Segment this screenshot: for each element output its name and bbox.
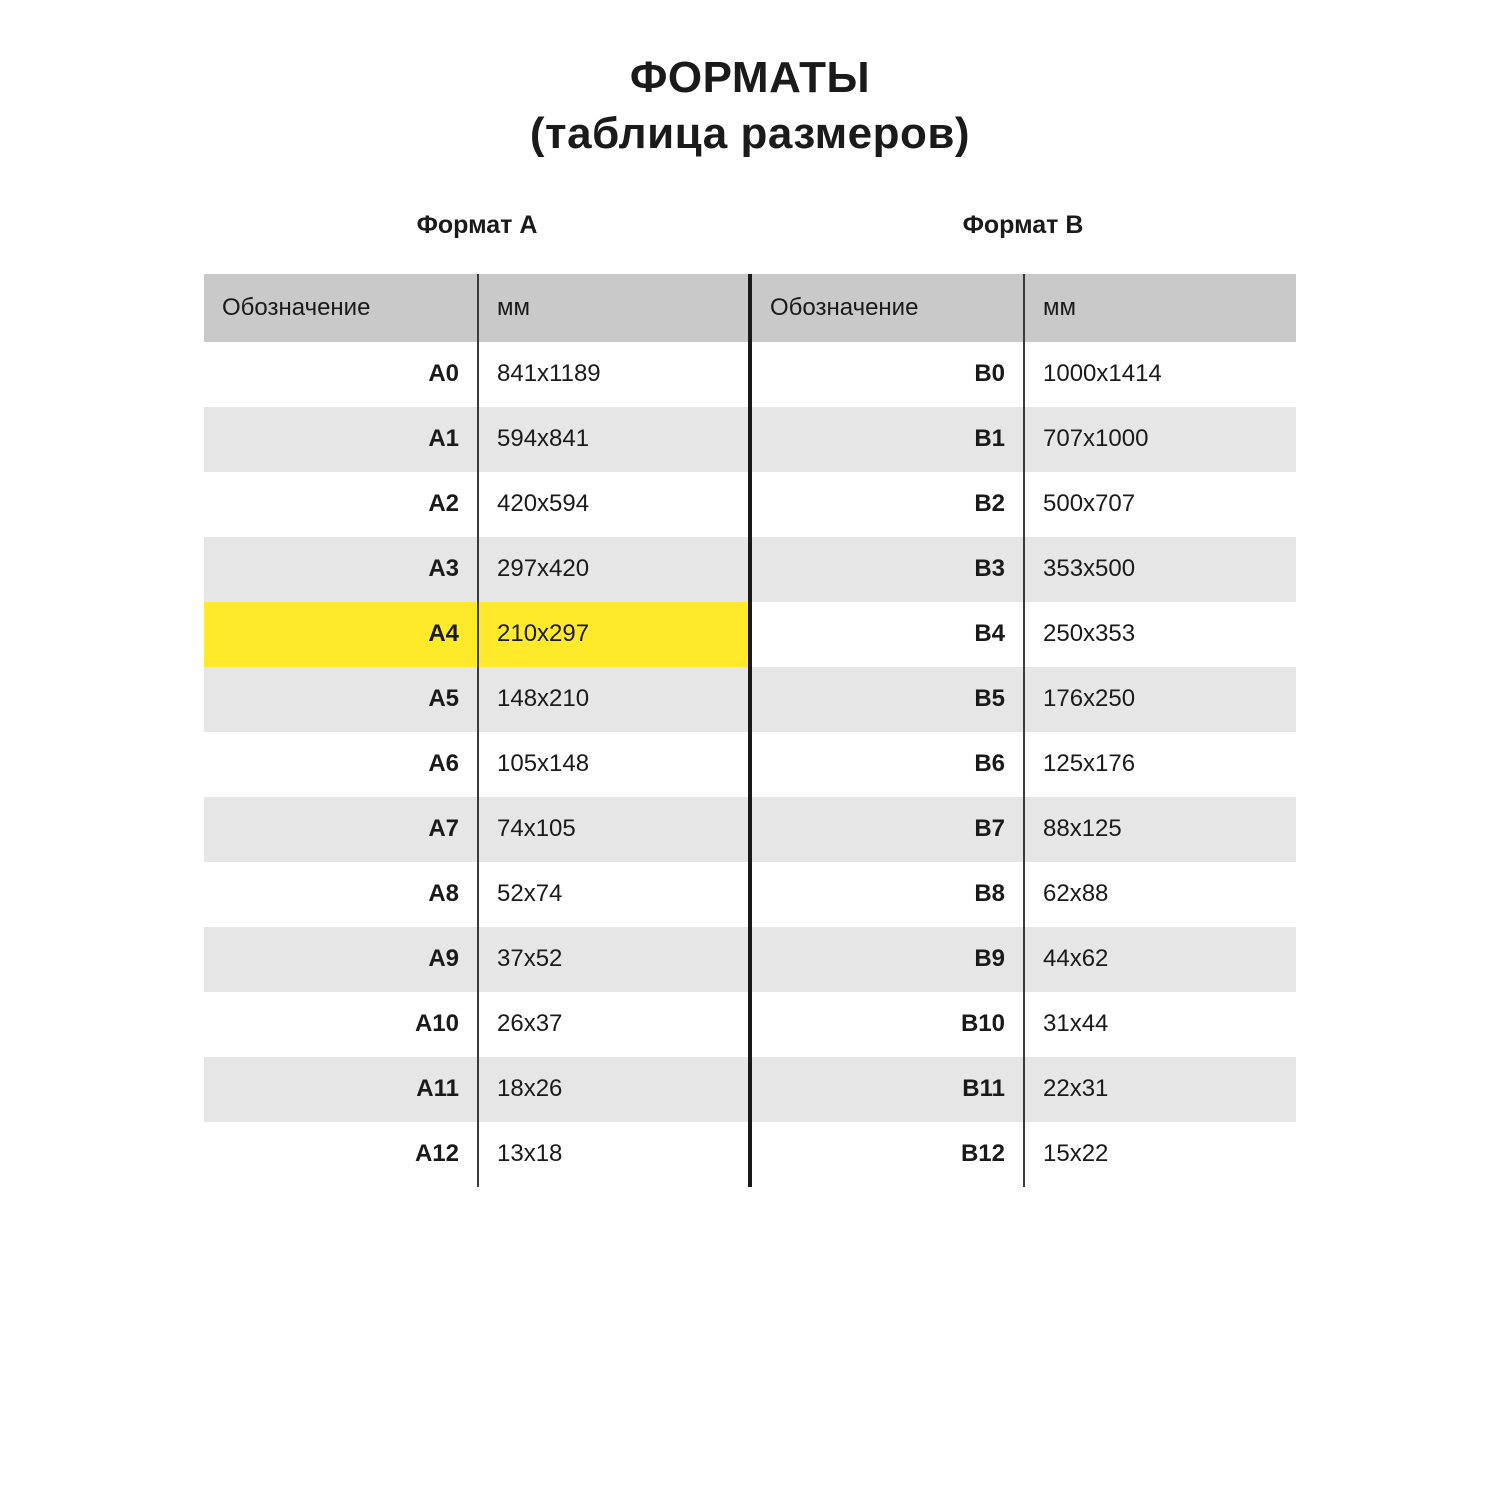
cell-code-a: A6	[204, 732, 478, 797]
cell-code-a: A5	[204, 667, 478, 732]
cell-code-a: A7	[204, 797, 478, 862]
cell-mm-b: 353x500	[1024, 537, 1296, 602]
title-line-1: ФОРМАТЫ	[629, 53, 871, 102]
cell-code-a: A11	[204, 1057, 478, 1122]
cell-mm-a: 74x105	[478, 797, 750, 862]
cell-code-b: B11	[750, 1057, 1024, 1122]
table-row	[204, 1057, 1296, 1122]
cell-code-b: B7	[750, 797, 1024, 862]
cell-code-b: B3	[750, 537, 1024, 602]
table-row	[204, 732, 1296, 797]
cell-code-a: A4	[204, 602, 478, 667]
cell-code-a: A10	[204, 992, 478, 1057]
cell-mm-a: 52x74	[478, 862, 750, 927]
cell-mm-a: 210x297	[478, 602, 750, 667]
table-row	[204, 472, 1296, 537]
cell-mm-b: 15x22	[1024, 1122, 1296, 1187]
cell-mm-b: 125x176	[1024, 732, 1296, 797]
cell-code-b: B10	[750, 992, 1024, 1057]
cell-code-a: A1	[204, 407, 478, 472]
header-mm-a: мм	[478, 274, 750, 342]
cell-code-b: B8	[750, 862, 1024, 927]
group-title-b: Формат B	[962, 210, 1084, 239]
cell-code-b: B4	[750, 602, 1024, 667]
cell-code-b: B2	[750, 472, 1024, 537]
cell-mm-b: 250x353	[1024, 602, 1296, 667]
table-row	[204, 797, 1296, 862]
cell-code-a: A0	[204, 342, 478, 407]
cell-code-b: B5	[750, 667, 1024, 732]
cell-code-a: A8	[204, 862, 478, 927]
cell-code-b: B1	[750, 407, 1024, 472]
formats-table-wrapper	[204, 163, 1296, 1187]
cell-mm-a: 105x148	[478, 732, 750, 797]
cell-mm-b: 1000x1414	[1024, 342, 1296, 407]
cell-mm-b: 31x44	[1024, 992, 1296, 1057]
group-titles	[204, 211, 1296, 274]
cell-mm-a: 26x37	[478, 992, 750, 1057]
table-header	[204, 274, 1296, 342]
cell-code-b: B6	[750, 732, 1024, 797]
cell-mm-a: 37x52	[478, 927, 750, 992]
header-code-b: Обозначение	[750, 274, 1024, 342]
group-title-a: Формат A	[416, 210, 538, 239]
cell-mm-b: 707x1000	[1024, 407, 1296, 472]
table-row	[204, 862, 1296, 927]
cell-mm-b: 500x707	[1024, 472, 1296, 537]
cell-mm-b: 176x250	[1024, 667, 1296, 732]
page-title	[0, 0, 1500, 163]
table-row	[204, 1122, 1296, 1187]
table-row	[204, 927, 1296, 992]
title-line-2: (таблица размеров)	[529, 109, 971, 159]
cell-mm-a: 148x210	[478, 667, 750, 732]
cell-code-a: A2	[204, 472, 478, 537]
formats-table	[204, 274, 1296, 1187]
cell-code-a: A9	[204, 927, 478, 992]
table-row	[204, 407, 1296, 472]
table-row	[204, 602, 1296, 667]
cell-mm-a: 18x26	[478, 1057, 750, 1122]
cell-mm-b: 44x62	[1024, 927, 1296, 992]
header-code-a: Обозначение	[204, 274, 478, 342]
cell-mm-a: 420x594	[478, 472, 750, 537]
cell-mm-a: 841x1189	[478, 342, 750, 407]
table-body	[204, 342, 1296, 1187]
cell-mm-b: 88x125	[1024, 797, 1296, 862]
cell-mm-a: 297x420	[478, 537, 750, 602]
cell-mm-a: 13x18	[478, 1122, 750, 1187]
table-row	[204, 537, 1296, 602]
cell-mm-a: 594x841	[478, 407, 750, 472]
cell-code-a: A3	[204, 537, 478, 602]
cell-code-b: B0	[750, 342, 1024, 407]
table-row	[204, 342, 1296, 407]
header-mm-b: мм	[1024, 274, 1296, 342]
cell-mm-b: 22x31	[1024, 1057, 1296, 1122]
cell-code-a: A12	[204, 1122, 478, 1187]
table-row	[204, 667, 1296, 732]
cell-code-b: B9	[750, 927, 1024, 992]
table-header-row	[204, 274, 1296, 342]
cell-mm-b: 62x88	[1024, 862, 1296, 927]
table-row	[204, 992, 1296, 1057]
cell-code-b: B12	[750, 1122, 1024, 1187]
